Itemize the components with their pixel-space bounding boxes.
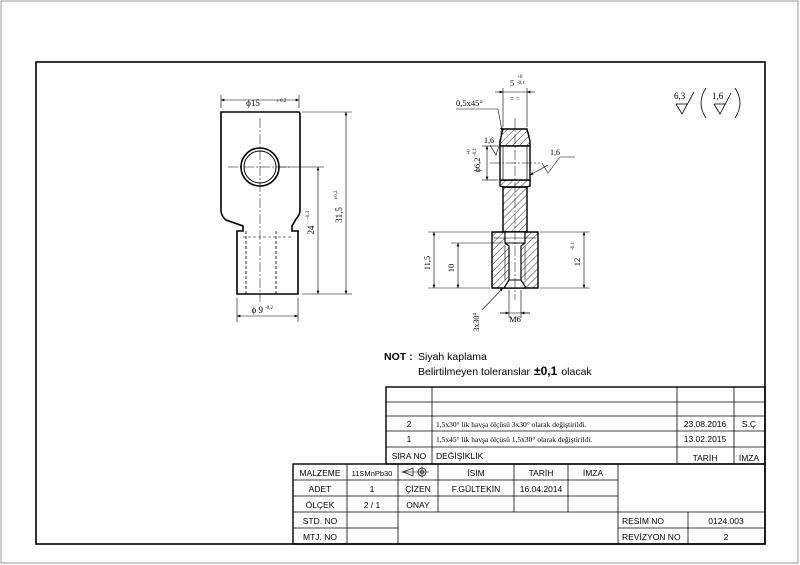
note-line2: Belirtilmeyen toleranslar ±0,1 olacak bbox=[418, 364, 592, 378]
dim-31-5-tol: ±0,2 bbox=[334, 190, 339, 200]
dim-top-equal: = = bbox=[510, 95, 520, 103]
surface-finish-right: 1,6 bbox=[550, 148, 560, 157]
dim-dia-9-tol: -0,2 bbox=[265, 306, 273, 311]
dim-width-15: ϕ15 bbox=[246, 98, 260, 108]
dim-12-tol: -0,1 bbox=[571, 242, 576, 250]
malzeme-label: MALZEME bbox=[299, 468, 341, 478]
dim-top-5-tol-upper: +0 bbox=[517, 75, 523, 80]
dim-dia-9: ϕ 9 bbox=[251, 305, 263, 315]
mtj-no-label: MTJ. NO bbox=[303, 532, 337, 542]
cizen-label: ÇİZEN bbox=[405, 484, 431, 494]
dim-width-15-tol: ± 0,2 bbox=[276, 99, 287, 104]
outer-border bbox=[1, 1, 798, 563]
rev-header-change: DEĞİŞİKLİK bbox=[436, 451, 484, 461]
rev-header-sign: İMZA bbox=[738, 453, 760, 463]
std-no-label: STD. NO bbox=[302, 516, 338, 526]
adet-label: ADET bbox=[308, 484, 332, 494]
onay-label: ONAY bbox=[406, 500, 430, 510]
roughness-symbol bbox=[676, 88, 740, 118]
malzeme-value: 11SMnPb30 bbox=[351, 469, 393, 478]
rev-2-desc: 1,5x30° lik havşa ölçüsü 3x30° olarak değiştirildi. bbox=[436, 420, 587, 429]
dim-12: 12 bbox=[572, 257, 582, 267]
left-view bbox=[221, 95, 352, 322]
rev-1-date: 13.02.2015 bbox=[683, 434, 727, 444]
note-line1: Siyah kaplama bbox=[418, 351, 487, 363]
cizen-date: 16.04.2014 bbox=[519, 484, 563, 494]
rev-1-no: 1 bbox=[406, 434, 412, 444]
cizen-name: F.GÜLTEKİN bbox=[451, 484, 501, 494]
rev-2-no: 2 bbox=[406, 419, 412, 429]
rev-header-sira: SIRA NO bbox=[391, 451, 427, 461]
dim-top-5: 5 bbox=[510, 78, 515, 88]
dim-24-tol: -0,3 bbox=[306, 211, 311, 219]
revizyon-no-value: 2 bbox=[723, 532, 729, 542]
dim-24: 24 bbox=[306, 225, 316, 235]
adet-value: 1 bbox=[369, 484, 375, 494]
olcek-label: ÖLÇEK bbox=[305, 500, 335, 510]
dim-hole-6-2: ϕ6,2 bbox=[472, 157, 482, 173]
rev-2-sign: S.Ç bbox=[741, 419, 757, 429]
revizyon-no-label: REVİZYON NO bbox=[622, 532, 681, 542]
dim-hole-tol-lower: -0,1 bbox=[473, 148, 478, 156]
imza-header: İMZA bbox=[582, 468, 604, 478]
roughness-paren: 1,6 bbox=[712, 91, 724, 101]
isim-header: İSİM bbox=[467, 468, 485, 478]
dim-thread-m6: M6 bbox=[509, 314, 521, 324]
resim-no-label: RESİM NO bbox=[622, 516, 665, 526]
frame-border bbox=[36, 62, 765, 544]
note-label: NOT : bbox=[384, 351, 413, 363]
surface-finish-left: 1,6 bbox=[484, 136, 494, 145]
tarih-header: TARİH bbox=[528, 468, 554, 478]
dim-chamfer: 0,5x45° bbox=[456, 98, 483, 108]
dim-hole-tol-upper: +0 bbox=[467, 149, 472, 155]
resim-no-value: 0124.003 bbox=[708, 516, 744, 526]
dim-top-5-tol-lower: -0,1 bbox=[517, 81, 525, 86]
dim-10: 10 bbox=[446, 263, 456, 273]
roughness-main: 6,3 bbox=[674, 91, 686, 101]
olcek-value: 2 / 1 bbox=[363, 500, 381, 510]
rev-header-date: TARİH bbox=[692, 453, 718, 463]
rev-2-date: 23.08.2016 bbox=[683, 419, 727, 429]
rev-1-desc: 1,5x45° lik havşa ölçüsü 1,5x30° olarak değiştirildi. bbox=[436, 435, 593, 444]
dim-11-5: 11,5 bbox=[422, 255, 432, 271]
dim-chamfer-bottom: 3x30° bbox=[472, 312, 481, 332]
section-view bbox=[490, 118, 540, 300]
dim-31-5: 31,5 bbox=[334, 207, 344, 223]
